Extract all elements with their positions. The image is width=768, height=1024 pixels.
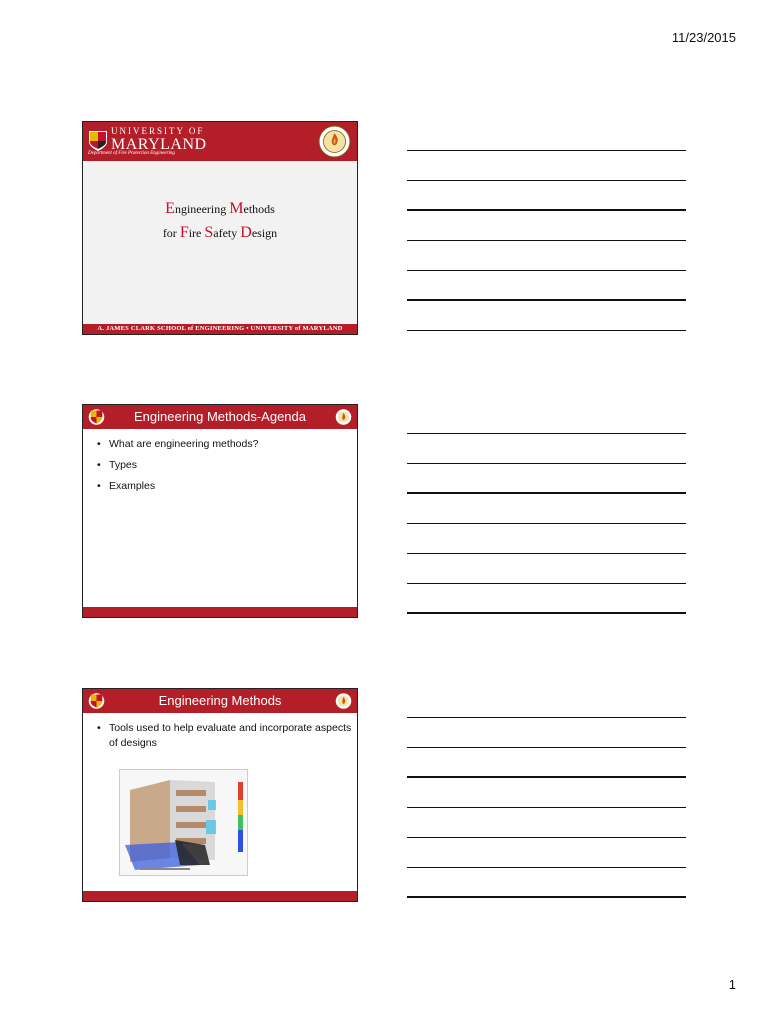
title-cap-e: E xyxy=(165,200,175,217)
note-line xyxy=(407,464,686,494)
title-text: for xyxy=(162,226,180,240)
note-line xyxy=(407,688,686,718)
fpe-seal-icon xyxy=(335,408,352,426)
note-line xyxy=(407,404,686,434)
slide-footer-band: A. JAMES CLARK SCHOOL of ENGINEERING • UNIVERSITY of MARYLAND xyxy=(83,324,357,334)
note-line xyxy=(407,838,686,868)
title-text: ire xyxy=(188,226,205,240)
print-date: 11/23/2015 xyxy=(671,30,736,45)
note-line xyxy=(407,868,686,898)
note-line xyxy=(407,808,686,838)
bullet-item: • Examples xyxy=(97,479,357,494)
note-line xyxy=(407,151,686,181)
notes-lines-1 xyxy=(407,121,686,331)
note-line xyxy=(407,121,686,151)
page-number: 1 xyxy=(728,977,736,992)
department-name: Department of Fire Protection Engineering xyxy=(88,151,175,156)
title-cap-s: S xyxy=(204,224,214,241)
bullet-list xyxy=(97,721,357,751)
note-line xyxy=(407,718,686,748)
note-line xyxy=(407,301,686,331)
slide-footer-band xyxy=(83,891,357,901)
title-line-1 xyxy=(83,197,357,221)
note-line xyxy=(407,524,686,554)
university-wordmark xyxy=(111,127,207,153)
bullet-item: • What are engineering methods? xyxy=(97,437,357,452)
slide-title: Engineering Methods xyxy=(158,693,282,708)
slide-3-methods xyxy=(82,688,358,902)
bullet-item: • Tools used to help evaluate and incorporate aspects of designs xyxy=(97,721,357,751)
slide-title xyxy=(83,197,357,245)
slide-header xyxy=(83,689,357,713)
notes-lines-2 xyxy=(407,404,686,614)
bullet-item: • Types xyxy=(97,458,357,473)
slide-body xyxy=(83,161,357,324)
note-line xyxy=(407,584,686,614)
slide-title: Engineering Methods-Agenda xyxy=(133,409,306,424)
note-line xyxy=(407,181,686,211)
title-text: ngineering xyxy=(174,202,230,216)
note-line xyxy=(407,434,686,464)
title-text: esign xyxy=(251,226,278,240)
note-line xyxy=(407,748,686,778)
slide-footer-band xyxy=(83,607,357,617)
notes-lines-3 xyxy=(407,688,686,898)
umd-shield-icon xyxy=(88,692,105,710)
title-cap-d: D xyxy=(240,224,252,241)
slide-1-title xyxy=(82,121,358,335)
fpe-seal-icon xyxy=(318,125,351,158)
slide-2-agenda xyxy=(82,404,358,618)
university-line-2: MARYLAND xyxy=(111,136,207,153)
title-cap-m: M xyxy=(229,200,244,217)
note-line xyxy=(407,241,686,271)
note-line xyxy=(407,271,686,301)
university-line-1: UNIVERSITY OF xyxy=(111,126,205,136)
umd-shield-icon xyxy=(88,130,108,152)
note-line xyxy=(407,778,686,808)
title-line-2 xyxy=(83,221,357,245)
note-line xyxy=(407,554,686,584)
title-text: ethods xyxy=(243,202,275,216)
slide-header-band xyxy=(83,122,357,161)
note-line xyxy=(407,494,686,524)
fire-simulation-image xyxy=(119,769,248,876)
fpe-seal-icon xyxy=(335,692,352,710)
title-cap-f: F xyxy=(179,224,189,241)
note-line xyxy=(407,211,686,241)
title-text: afety xyxy=(213,226,241,240)
umd-shield-icon xyxy=(88,408,105,426)
bullet-list xyxy=(97,437,357,494)
slide-header xyxy=(83,405,357,429)
